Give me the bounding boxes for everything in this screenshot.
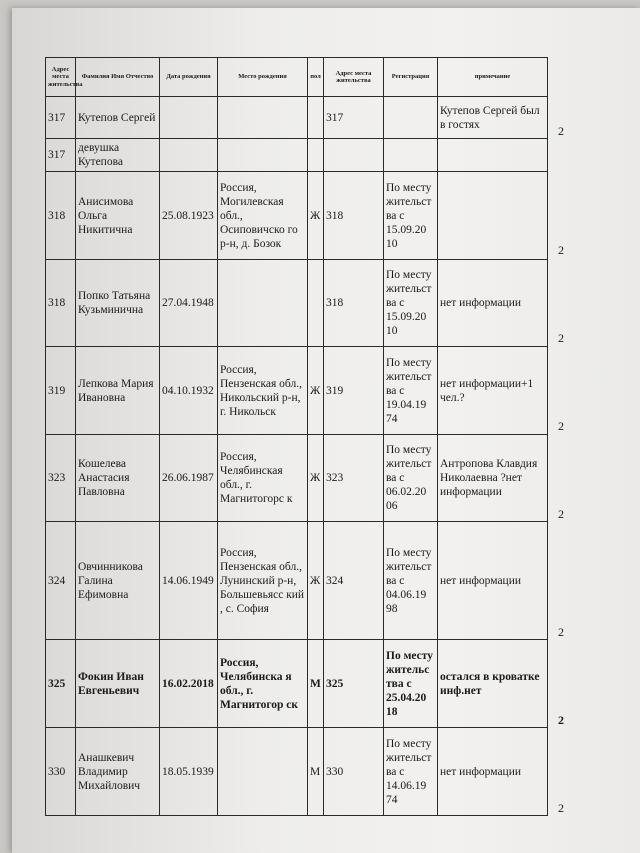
cell-address2: 318 — [324, 172, 384, 260]
cell-dob: 16.02.2018 — [160, 640, 218, 728]
cell-birthplace: Россия, Пензенская обл., Никольский р-н, г. Никольск — [218, 347, 308, 435]
page-marker: 2 — [558, 243, 564, 257]
header-sex: пол — [308, 58, 324, 97]
cell-address: 325 — [46, 640, 76, 728]
header-dob: Дата рождения — [160, 58, 218, 97]
cell-sex: Ж — [308, 435, 324, 522]
cell-address2: 325 — [324, 640, 384, 728]
cell-address: 330 — [46, 728, 76, 816]
cell-name: Анашкевич Владимир Михайлович — [76, 728, 160, 816]
cell-sex — [308, 139, 324, 172]
header-birthplace: Место рождения — [218, 58, 308, 97]
cell-sex — [308, 260, 324, 347]
cell-sex — [308, 97, 324, 139]
cell-birthplace: Россия, Пензенская обл., Лунинский р-н, Большевьясс кий , с. София — [218, 522, 308, 640]
cell-registration: По месту жительст ва с 19.04.19 74 — [384, 347, 438, 435]
cell-address: 318 — [46, 172, 76, 260]
page-marker: 2 — [558, 713, 564, 727]
cell-address2: 324 — [324, 522, 384, 640]
cell-dob — [160, 139, 218, 172]
table-row — [46, 260, 548, 347]
cell-address2: 317 — [324, 97, 384, 139]
page-marker: 2 — [558, 801, 564, 815]
cell-name: Овчинникова Галина Ефимовна — [76, 522, 160, 640]
cell-registration: По месту жительст ва с 04.06.19 98 — [384, 522, 438, 640]
page-marker: 2 — [558, 507, 564, 521]
cell-dob: 14.06.1949 — [160, 522, 218, 640]
table-row — [46, 728, 548, 816]
cell-note: нет информации — [438, 728, 548, 816]
page-marker: 2 — [558, 331, 564, 345]
cell-dob: 04.10.1932 — [160, 347, 218, 435]
page-marker: 2 — [558, 124, 564, 138]
cell-birthplace — [218, 260, 308, 347]
cell-sex: М — [308, 728, 324, 816]
header-note: примечание — [438, 58, 548, 97]
cell-note: остался в кроватке инф.нет — [438, 640, 548, 728]
cell-name: Фокин Иван Евгеньевич — [76, 640, 160, 728]
cell-address: 324 — [46, 522, 76, 640]
cell-dob: 26.06.1987 — [160, 435, 218, 522]
cell-address: 317 — [46, 97, 76, 139]
cell-birthplace — [218, 139, 308, 172]
table-header-row — [46, 58, 548, 97]
header-registration: Регистрация — [384, 58, 438, 97]
table-row — [46, 522, 548, 640]
cell-sex: М — [308, 640, 324, 728]
cell-birthplace — [218, 97, 308, 139]
cell-address: 318 — [46, 260, 76, 347]
cell-dob: 25.08.1923 — [160, 172, 218, 260]
cell-note — [438, 139, 548, 172]
cell-birthplace: Россия, Могилевская обл., Осиповичско го р-н, д. Бозок — [218, 172, 308, 260]
cell-dob: 18.05.1939 — [160, 728, 218, 816]
cell-dob — [160, 97, 218, 139]
cell-dob: 27.04.1948 — [160, 260, 218, 347]
cell-registration: По месту жительст ва с 14.06.19 74 — [384, 728, 438, 816]
cell-birthplace — [218, 728, 308, 816]
cell-registration: По месту жительст ва с 15.09.20 10 — [384, 172, 438, 260]
cell-registration — [384, 97, 438, 139]
cell-name: Лепкова Мария Ивановна — [76, 347, 160, 435]
table-row — [46, 435, 548, 522]
cell-address2: 330 — [324, 728, 384, 816]
cell-registration: По месту жительс тва с 25.04.20 18 — [384, 640, 438, 728]
table-row — [46, 139, 548, 172]
cell-address2: 323 — [324, 435, 384, 522]
cell-birthplace: Россия, Челябинская обл., г. Магнитогорс к — [218, 435, 308, 522]
cell-name: Кошелева Анастасия Павловна — [76, 435, 160, 522]
cell-note: Кутепов Сергей был в гостях — [438, 97, 548, 139]
table-row — [46, 347, 548, 435]
cell-name: Анисимова Ольга Никитична — [76, 172, 160, 260]
residents-table — [45, 57, 548, 816]
page-marker: 2 — [558, 625, 564, 639]
page-marker: 2 — [558, 419, 564, 433]
cell-address2: 319 — [324, 347, 384, 435]
cell-registration: По месту жительст ва с 06.02.20 06 — [384, 435, 438, 522]
cell-sex: Ж — [308, 172, 324, 260]
cell-name: девушка Кутепова — [76, 139, 160, 172]
cell-name: Попко Татьяна Кузьминична — [76, 260, 160, 347]
header-name: Фамилия Имя Отчество — [76, 58, 160, 97]
cell-registration: По месту жительст ва с 15.09.20 10 — [384, 260, 438, 347]
cell-note — [438, 172, 548, 260]
table-row — [46, 640, 548, 728]
cell-sex: Ж — [308, 347, 324, 435]
cell-registration — [384, 139, 438, 172]
cell-address: 319 — [46, 347, 76, 435]
cell-note: Антропова Клавдия Николаевна ?нет информации — [438, 435, 548, 522]
cell-address2: 318 — [324, 260, 384, 347]
cell-address2 — [324, 139, 384, 172]
cell-note: нет информации — [438, 260, 548, 347]
header-address2: Адрес места жительства — [324, 58, 384, 97]
cell-name: Кутепов Сергей — [76, 97, 160, 139]
table-row — [46, 97, 548, 139]
cell-note: нет информации+1 чел.? — [438, 347, 548, 435]
table-row — [46, 172, 548, 260]
cell-note: нет информации — [438, 522, 548, 640]
cell-address: 317 — [46, 139, 76, 172]
cell-address: 323 — [46, 435, 76, 522]
cell-birthplace: Россия, Челябинска я обл., г. Магнитогор ск — [218, 640, 308, 728]
header-address: Адрес места жительства — [46, 58, 76, 97]
cell-sex: Ж — [308, 522, 324, 640]
